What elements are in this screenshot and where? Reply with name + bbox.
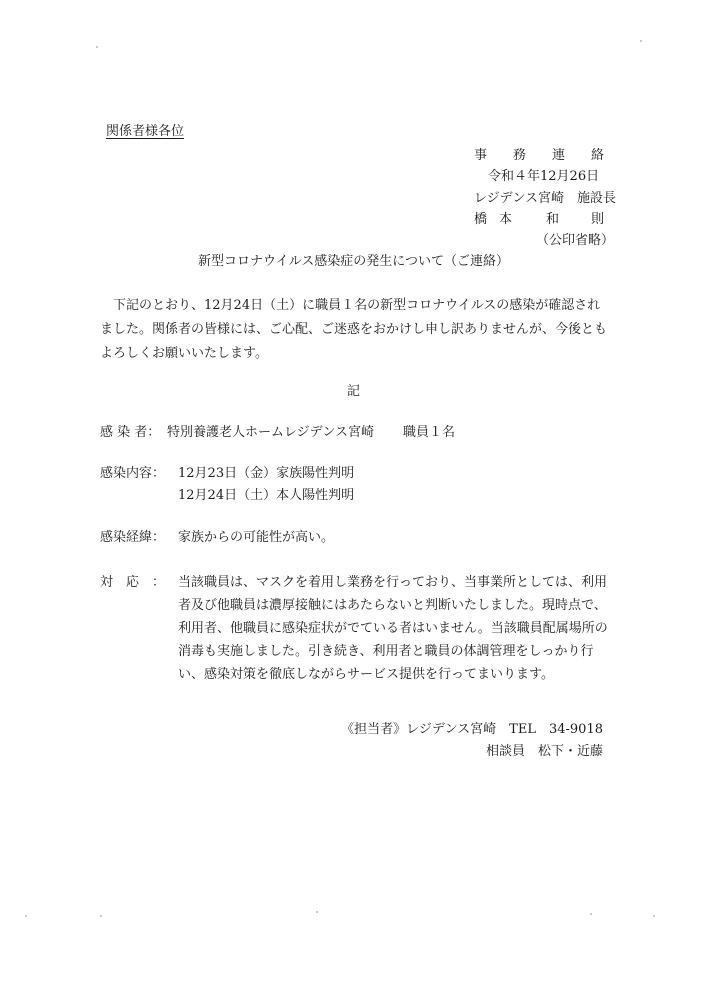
infected-count: 職員１名 [403, 425, 456, 440]
body-paragraph [100, 294, 610, 366]
scan-speck [96, 46, 98, 48]
document-title: 新型コロナウイルス感染症の発生について（ご連絡） [198, 254, 509, 269]
seal-note: （公印省略） [536, 233, 615, 248]
addressee: 関係者様各位 [106, 124, 185, 139]
route-value: 家族からの可能性が高い。 [178, 530, 335, 545]
doc-type-char: 連 [551, 148, 565, 163]
content-label: 感染内容： [100, 466, 166, 481]
issue-date: 令和４年12月26日 [488, 169, 600, 184]
signer-char: 則 [590, 212, 604, 227]
response-value: 当該職員は、マスクを着用し業務を行っており、当事業所としては、利用者及び他職員は濃厚接触にはあたらないと判断いたしました。現時点で、利用者、他職員に感染症状がでている者はいません。当該職員配属場所の消毒も実施しました。引き続き、利用者と職員の体調管理をしっかり行い、感染対策を徹底しながらサービス提供を行ってまいります。 [178, 575, 608, 682]
contact-line: 《担当者》レジデンス宮崎 TEL 34-9018 [341, 722, 603, 737]
scan-speck [640, 40, 642, 42]
response-label: 対 応 ： [100, 575, 166, 590]
scan-speck [590, 913, 592, 915]
scan-speck [25, 915, 27, 917]
organization: レジデンス宮崎 施設長 [474, 191, 617, 206]
signer-char: 橋 [474, 212, 488, 227]
infected-value: 特別養護老人ホームレジデンス宮崎 [167, 425, 375, 440]
doc-type-char: 絡 [590, 148, 604, 163]
doc-type-char: 事 [474, 148, 488, 163]
content-line: 12月23日（金）家族陽性判明 [178, 466, 355, 481]
signer-char: 本 [499, 212, 513, 227]
infected-label: 感 染 者： [100, 425, 161, 440]
signer-name [474, 211, 604, 229]
scan-speck [316, 911, 318, 913]
doc-type-char: 務 [512, 148, 526, 163]
scan-speck [653, 915, 655, 917]
scan-speck [100, 915, 102, 917]
ki-heading: 記 [346, 384, 360, 399]
content-line: 12月24日（土）本人陽性判明 [178, 488, 355, 503]
doc-type [474, 147, 604, 165]
body-text: 下記のとおり、12月24日（土）に職員１名の新型コロナウイルスの感染が確認されました。関係者の皆様には、ご心配、ご迷惑をおかけし申し訳ありませんが、今後ともよろしくお願いいたします。 [100, 298, 608, 361]
route-label: 感染経緯： [100, 530, 166, 545]
signer-char: 和 [545, 212, 559, 227]
contact-staff: 相談員 松下・近藤 [485, 744, 603, 759]
